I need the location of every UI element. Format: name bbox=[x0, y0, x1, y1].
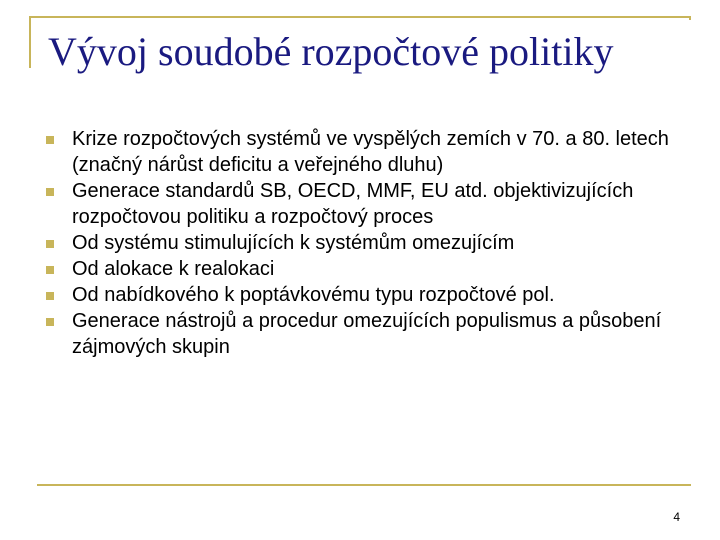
bullet-item bbox=[46, 230, 686, 256]
square-bullet-icon bbox=[46, 136, 54, 144]
square-bullet-icon bbox=[46, 266, 54, 274]
bullet-text: Od alokace k realokaci bbox=[72, 258, 275, 280]
square-bullet-icon bbox=[46, 188, 54, 196]
bullet-item bbox=[46, 178, 686, 230]
bullet-item bbox=[46, 256, 686, 282]
slide-title: Vývoj soudobé rozpočtové politiky bbox=[48, 29, 614, 74]
square-bullet-icon bbox=[46, 240, 54, 248]
footer-divider bbox=[37, 484, 691, 486]
bullet-item bbox=[46, 308, 686, 360]
bullet-list bbox=[46, 126, 686, 360]
bullet-text: Generace nástrojů a procedur omezujících populismus a působení zájmových skupin bbox=[72, 310, 662, 358]
title-frame-right-line bbox=[689, 16, 691, 20]
title-frame-left-line bbox=[29, 16, 31, 68]
page-number: 4 bbox=[673, 510, 680, 524]
bullet-item bbox=[46, 126, 686, 178]
bullet-text: Krize rozpočtových systémů ve vyspělých zemích v 70. a 80. letech (značný nárůst deficitu a veřejného dluhu) bbox=[72, 128, 669, 176]
square-bullet-icon bbox=[46, 292, 54, 300]
bullet-text: Od systému stimulujících k systémům omezujícím bbox=[72, 232, 515, 254]
bullet-text: Generace standardů SB, OECD, MMF, EU atd. objektivizujících rozpočtovou politiku a rozpočtový proces bbox=[72, 180, 634, 228]
bullet-item bbox=[46, 282, 686, 308]
bullet-text: Od nabídkového k poptávkovému typu rozpočtové pol. bbox=[72, 284, 555, 306]
square-bullet-icon bbox=[46, 318, 54, 326]
